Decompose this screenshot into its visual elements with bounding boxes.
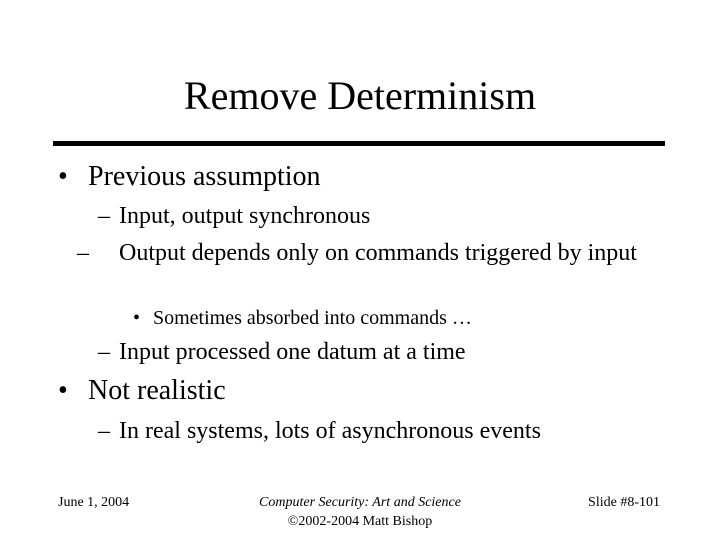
bullet-text: Previous assumption — [88, 161, 321, 192]
sub-bullet-input-processed — [98, 337, 466, 367]
sub-bullet-text: Input processed one datum at a time — [119, 339, 466, 365]
footer-course-title: Computer Security: Art and Science — [259, 495, 461, 510]
footer-slide-number: Slide #8-101 — [588, 495, 660, 510]
sub-bullet-text: Output depends only on commands triggered by input — [119, 240, 637, 266]
sub-bullet-real-systems — [98, 416, 541, 446]
sub-bullet-text: In real systems, lots of asynchronous events — [119, 418, 541, 444]
sub-sub-bullet-text: Sometimes absorbed into commands … — [153, 307, 472, 329]
bullet-previous-assumption — [58, 160, 321, 194]
sub-bullet-input-output-synchronous — [98, 201, 370, 231]
sub-bullet-output-depends — [77, 238, 689, 268]
sub-bullet-text: Input, output synchronous — [119, 203, 371, 229]
bullet-marker: • — [133, 307, 141, 329]
bullet-text: Not realistic — [88, 375, 226, 406]
dash-marker: – — [98, 418, 110, 444]
sub-sub-bullet-absorbed — [133, 305, 472, 331]
dash-marker: – — [77, 240, 89, 266]
dash-marker: – — [98, 339, 110, 365]
footer-copyright: ©2002-2004 Matt Bishop — [287, 514, 433, 529]
footer-date: June 1, 2004 — [58, 495, 130, 510]
bullet-marker: • — [58, 161, 68, 192]
footer-course-info — [210, 493, 510, 531]
slide-title: Remove Determinism — [183, 73, 537, 118]
title-divider — [53, 141, 665, 146]
bullet-not-realistic — [58, 374, 226, 408]
dash-marker: – — [98, 203, 110, 229]
bullet-marker: • — [58, 375, 68, 406]
